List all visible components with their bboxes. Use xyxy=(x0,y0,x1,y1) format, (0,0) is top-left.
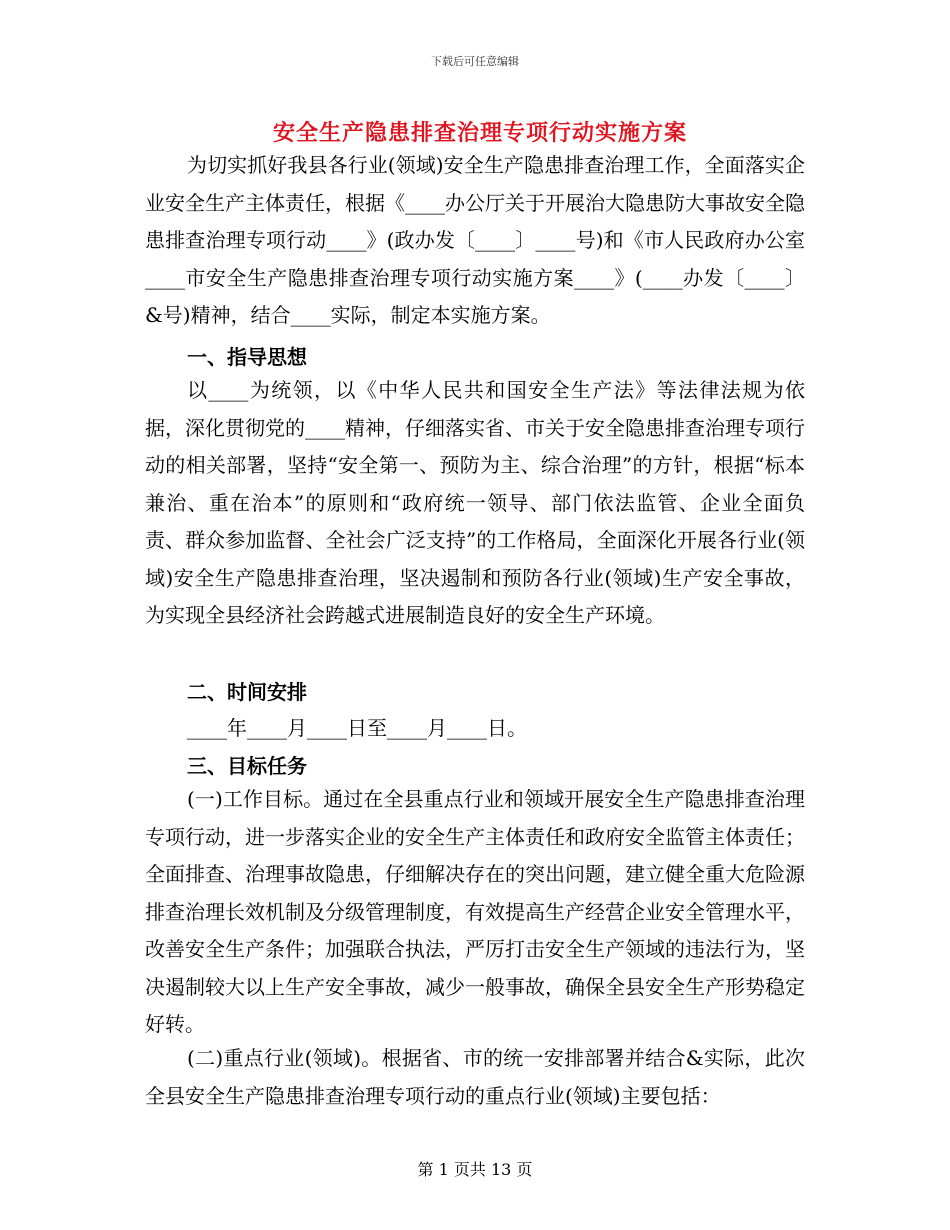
section-heading-guiding-ideology: 一、指导思想 xyxy=(187,345,307,369)
goals-item-work-target: (一)工作目标。通过在全县重点行业和领域开展安全生产隐患排查治理专项行动，进一步落实企业的安全生产主体责任和政府安全监管主体责任；全面排查、治理事故隐患，仔细解决存在的突出问题，建立健全重大危险源排查治理长效机制及分级管理制度，有效提高生产经营企业安全管理水平，改善安全生产条件；加强联合执法，严厉打击安全生产领域的违法行为，坚决遏制较大以上生产安全事故，减少一般事故，确保全县安全生产形势稳定好转。 xyxy=(145,787,805,1036)
section-heading-schedule: 二、时间安排 xyxy=(187,680,307,704)
section-heading-goals: 三、目标任务 xyxy=(187,754,307,778)
schedule-text: ____年____月____日至____月____日。 xyxy=(187,716,527,740)
intro-paragraph: 为切实抓好我县各行业(领域)安全生产隐患排查治理工作，全面落实企业安全生产主体责任，根据《____办公厅关于开展治大隐患防大事故安全隐患排查治理专项行动____》(政办发〔____〕____号)和《市人民政府办公室____市安全生产隐患排查治理专项行动实施方案____》(____办发〔____〕&号)精神，结合____实际，制定本实施方案。 xyxy=(145,153,805,327)
guiding-ideology-paragraph: 以____为统领，以《中华人民共和国安全生产法》等法律法规为依据，深化贯彻党的____精神，仔细落实省、市关于安全隐患排查治理专项行动的相关部署，坚持“安全第一、预防为主、综合治理”的方针，根据“标本兼治、重在治本”的原则和“政府统一领导、部门依法监管、企业全面负责、群众参加监督、全社会广泛支持”的工作格局，全面深化开展各行业(领域)安全生产隐患排查治理，坚决遏制和预防各行业(领域)生产安全事故，为实现全县经济社会跨越式进展制造良好的安全生产环境。 xyxy=(145,378,805,627)
header-note: 下载后可任意编辑 xyxy=(431,55,519,68)
goals-item-key-industries: (二)重点行业(领域)。根据省、市的统一安排部署并结合&实际，此次全县安全生产隐患排查治理专项行动的重点行业(领域)主要包括： xyxy=(145,1046,805,1108)
page-number: 第 1 页共 13 页 xyxy=(417,1160,533,1179)
document-title: 安全生产隐患排查治理专项行动实施方案 xyxy=(273,120,688,146)
